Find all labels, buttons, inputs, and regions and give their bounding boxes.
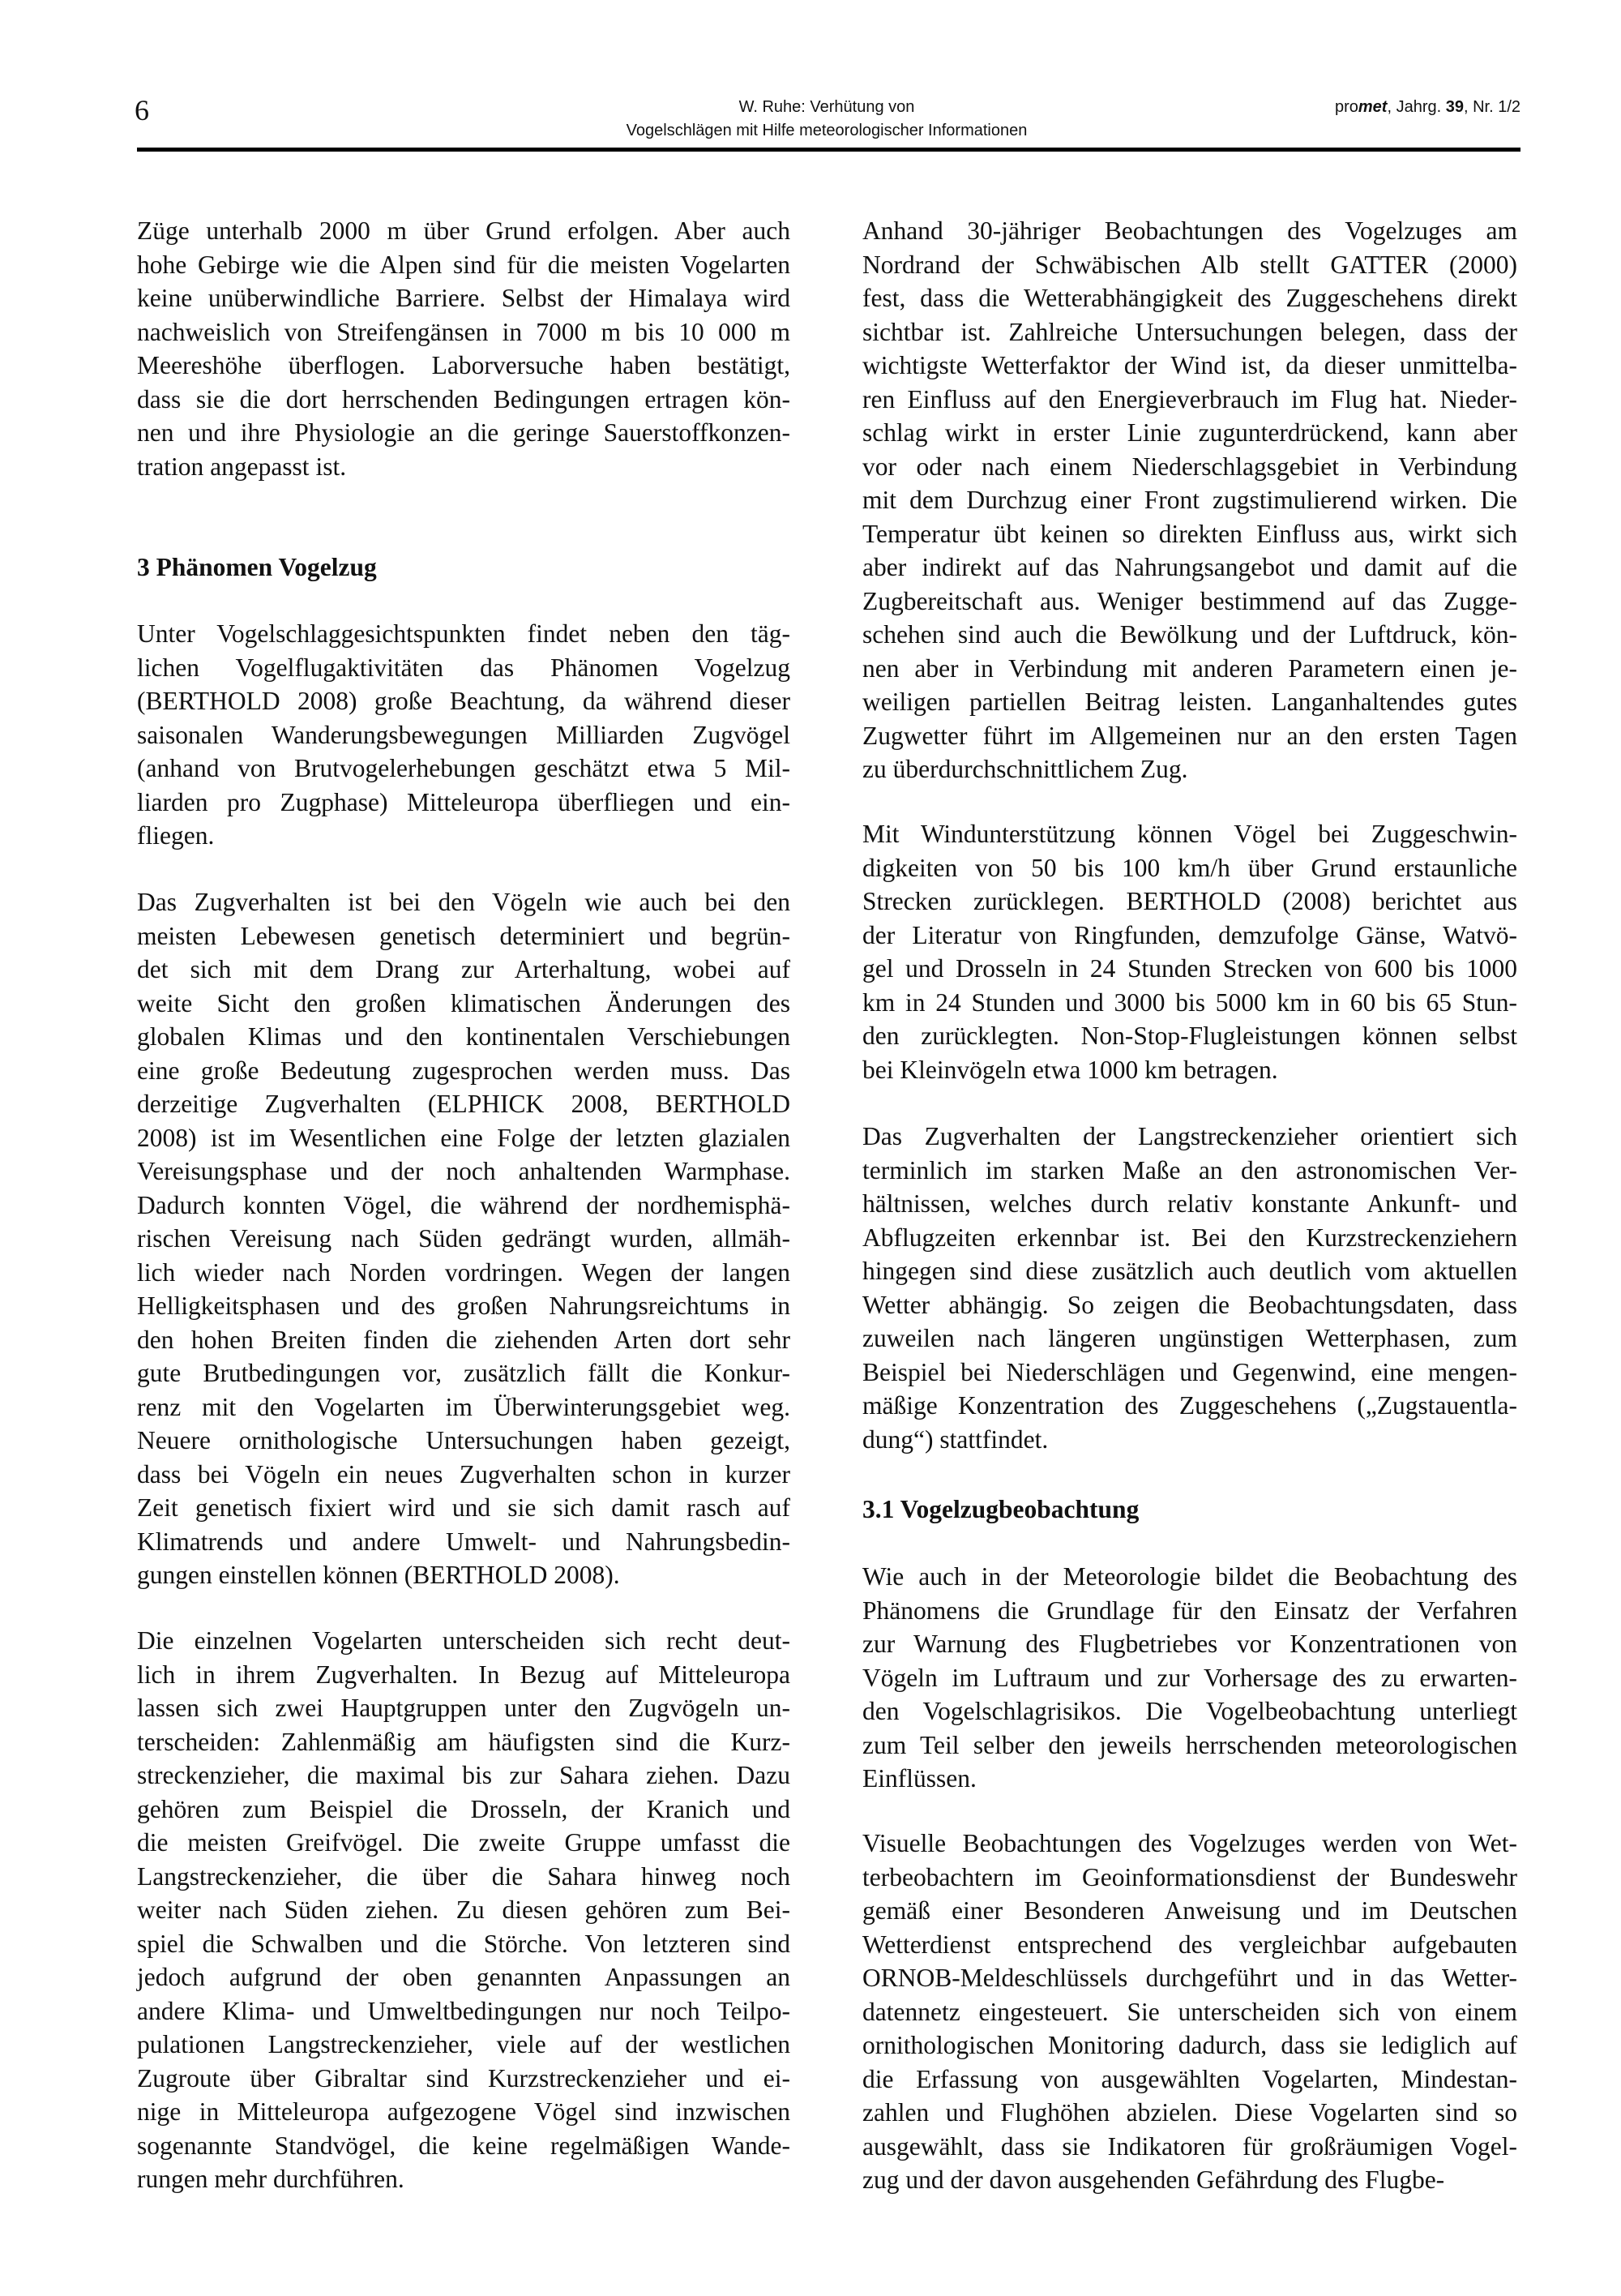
- text-line: Wie auch in der Meteorologie bildet die Beobachtung des: [862, 1562, 1517, 1591]
- journal-number: , Nr. 1/2: [1463, 98, 1520, 116]
- text-line: Klimatrends und andere Umwelt- und Nahrungsbedin-: [137, 1527, 790, 1556]
- text-line: Wetterdienst entsprechend des vergleichbar aufgebauten: [862, 1930, 1517, 1959]
- running-title-line: W. Ruhe: Verhütung von: [738, 98, 915, 116]
- text-line: zum Teil selber den jeweils herrschenden meteorologischen: [862, 1730, 1517, 1759]
- text-line: terscheiden: Zahlenmäßig am häufigsten sind die Kurz-: [137, 1727, 790, 1756]
- journal-year-label: , Jahrg.: [1387, 98, 1446, 116]
- journal-volume: 39: [1445, 98, 1464, 116]
- text-line: hohe Gebirge wie die Alpen sind für die meisten Vogelarten: [137, 250, 790, 279]
- text-line: fest, dass die Wetterabhängigkeit des Zuggeschehens direkt: [862, 284, 1517, 312]
- text-line: Temperatur übt keinen so direkten Einfluss aus, wirkt sich: [862, 519, 1517, 548]
- text-line: hingegen sind diese zusätzlich auch deutlich vom aktuellen: [862, 1257, 1517, 1285]
- text-line: eine große Bedeutung zugesprochen werden muss. Das: [137, 1056, 790, 1085]
- text-line: Strecken zurücklegen. BERTHOLD (2008) berichtet aus: [862, 887, 1517, 915]
- text-line: zur Warnung des Flugbetriebes vor Konzentrationen von: [862, 1630, 1517, 1658]
- section-heading: [862, 1493, 1517, 1527]
- text-line: Neuere ornithologische Untersuchungen haben gezeigt,: [137, 1426, 790, 1454]
- text-line: Nordrand der Schwäbischen Alb stellt GATTER (2000): [862, 250, 1517, 279]
- text-line: gel und Drosseln in 24 Stunden Strecken von 600 bis 1000: [862, 954, 1517, 983]
- text-line: Helligkeitsphasen und des großen Nahrungsreichtums in: [137, 1292, 790, 1320]
- text-line: schlag wirkt in erster Linie zugunterdrückend, kann aber: [862, 418, 1517, 447]
- text-line: Phänomens die Grundlage für den Einsatz der Verfahren: [862, 1596, 1517, 1625]
- text-line: hältnissen, welches durch relativ konstante Ankunft- und: [862, 1189, 1517, 1218]
- paragraph: [862, 1120, 1517, 1456]
- paragraph: [137, 885, 790, 1592]
- text-line: lassen sich zwei Hauptgruppen unter den Zugvögeln un-: [137, 1694, 790, 1722]
- text-line: die meisten Greifvögel. Die zweite Gruppe umfasst die: [137, 1828, 790, 1857]
- text-line: Vögeln im Luftraum und zur Vorhersage des zu erwarten-: [862, 1663, 1517, 1692]
- text-line: lich in ihrem Zugverhalten. In Bezug auf Mitteleuropa: [137, 1660, 790, 1689]
- text-line: gehören zum Beispiel die Drosseln, der Kranich und: [137, 1794, 790, 1823]
- text-line: Mit Windunterstützung können Vögel bei Zuggeschwin-: [862, 820, 1517, 848]
- text-line: jedoch aufgrund der oben genannten Anpassungen an: [137, 1963, 790, 1991]
- section-heading: [137, 550, 790, 585]
- text-line: weiter nach Süden ziehen. Zu diesen gehören zum Bei-: [137, 1895, 790, 1924]
- text-line: mäßige Konzentration des Zuggeschehens („Zugstauentla-: [862, 1391, 1517, 1420]
- text-line: globalen Klimas und den kontinentalen Verschiebungen: [137, 1022, 790, 1051]
- text-line: wichtigste Wetterfaktor der Wind ist, da dieser unmittelba-: [862, 351, 1517, 379]
- text-line: Langstreckenzieher, die über die Sahara hinweg noch: [137, 1861, 790, 1891]
- text-line: dass bei Vögeln ein neues Zugverhalten schon in kurzer: [137, 1459, 790, 1489]
- paragraph: [137, 1624, 790, 2196]
- text-line: pulationen Langstreckenzieher, viele auf der westlichen: [137, 2030, 790, 2058]
- text-line: mit dem Durchzug einer Front zugstimulierend wirken. Die: [862, 486, 1517, 514]
- text-line: Visuelle Beobachtungen des Vogelzuges werden von Wet-: [862, 1829, 1517, 1857]
- text-line: 2008) ist im Wesentlichen eine Folge der letzten glazialen: [137, 1123, 790, 1152]
- header-rule: [137, 148, 1520, 152]
- text-line: tration angepasst ist.: [137, 452, 347, 481]
- text-line: Zugbereitschaft aus. Weniger bestimmend auf das Zugge-: [862, 586, 1517, 615]
- text-line: sogenannte Standvögel, die keine regelmäßigen Wande-: [137, 2131, 790, 2160]
- text-line: bei Kleinvögeln etwa 1000 km betragen.: [862, 1055, 1278, 1084]
- text-line: liarden pro Zugphase) Mitteleuropa überfliegen und ein-: [137, 787, 790, 816]
- text-line: gemäß einer Besonderen Anweisung und im Deutschen: [862, 1896, 1517, 1925]
- text-line: dung“) stattfindet.: [862, 1424, 1049, 1454]
- text-line: streckenzieher, die maximal bis zur Sahara ziehen. Dazu: [137, 1761, 790, 1789]
- text-line: spiel die Schwalben und die Störche. Von letzteren sind: [137, 1929, 790, 1958]
- text-line: andere Klima- und Umweltbedingungen nur noch Teilpo-: [137, 1996, 790, 2025]
- text-line: aber indirekt auf das Nahrungsangebot und damit auf die: [862, 553, 1517, 581]
- text-line: (BERTHOLD 2008) große Beachtung, da während dieser: [137, 687, 790, 715]
- text-line: zahlen und Flughöhen abzielen. Diese Vogelarten sind so: [862, 2098, 1517, 2127]
- text-line: Züge unterhalb 2000 m über Grund erfolgen. Aber auch: [137, 216, 790, 245]
- text-line: Anhand 30-jähriger Beobachtungen des Vogelzuges am: [862, 216, 1517, 245]
- text-line: nen und ihre Physiologie an die geringe Sauerstoffkonzen-: [137, 418, 790, 447]
- text-line: rischen Vereisung nach Süden gedrängt wurden, allmäh-: [137, 1224, 790, 1253]
- text-line: Abflugzeiten erkennbar ist. Bei den Kurzstreckenziehern: [862, 1223, 1517, 1252]
- text-line: digkeiten von 50 bis 100 km/h über Grund erstaunliche: [862, 853, 1517, 882]
- paragraph: [862, 214, 1517, 786]
- text-line: Vereisungsphase und der noch anhaltenden Warmphase.: [137, 1157, 790, 1185]
- text-line: nen aber in Verbindung mit anderen Parametern einen je-: [862, 653, 1517, 683]
- text-line: derzeitige Zugverhalten (ELPHICK 2008, BERTHOLD: [137, 1090, 790, 1118]
- page-number: 6: [135, 94, 149, 126]
- text-line: nachweislich von Streifengänsen in 7000 m bis 10 000 m: [137, 317, 790, 346]
- text-line: Zugwetter führt im Allgemeinen nur an den ersten Tagen: [862, 721, 1517, 750]
- text-line: datennetz eingesteuert. Sie unterscheiden sich von einem: [862, 1997, 1517, 2026]
- text-line: Zugroute über Gibraltar sind Kurzstreckenzieher und ei-: [137, 2063, 790, 2093]
- text-line: zuweilen nach längeren ungünstigen Wetterphasen, zum: [862, 1324, 1517, 1352]
- text-line: renz mit den Vogelarten im Überwinterungsgebiet weg.: [137, 1392, 790, 1421]
- text-line: sichtbar ist. Zahlreiche Untersuchungen belegen, dass der: [862, 317, 1517, 346]
- paragraph: [862, 1827, 1517, 2197]
- text-line: weiligen partiellen Beitrag leisten. Langanhaltendes gutes: [862, 688, 1517, 716]
- paragraph: [137, 214, 790, 483]
- text-line: km in 24 Stunden und 3000 bis 5000 km in 60 bis 65 Stun-: [862, 987, 1517, 1017]
- text-line: Wetter abhängig. So zeigen die Beobachtungsdaten, dass: [862, 1290, 1517, 1319]
- paragraph: [862, 1560, 1517, 1796]
- text-line: meisten Lebewesen genetisch determiniert und begrün-: [137, 921, 790, 950]
- text-line: dass sie die dort herrschenden Bedingungen ertragen kön-: [137, 384, 790, 413]
- heading-text: 3.1 Vogelzugbeobachtung: [862, 1495, 1140, 1523]
- text-line: den Vogelschlagrisikos. Die Vogelbeobachtung unterliegt: [862, 1697, 1517, 1725]
- running-title-line: Vogelschlägen mit Hilfe meteorologischer Informationen: [626, 122, 1028, 139]
- paragraph: [137, 617, 790, 853]
- text-line: terbeobachtern im Geoinformationsdienst der Bundeswehr: [862, 1862, 1517, 1891]
- text-line: den zurücklegten. Non-Stop-Flugleistungen können selbst: [862, 1022, 1517, 1050]
- journal-name-prefix: pro: [1334, 98, 1358, 116]
- text-line: det sich mit dem Drang zur Arterhaltung, wobei auf: [137, 955, 790, 983]
- text-line: schehen sind auch die Bewölkung und der Luftdruck, kön-: [862, 620, 1517, 649]
- running-title: [486, 96, 1167, 143]
- text-line: vor oder nach einem Niederschlagsgebiet in Verbindung: [862, 452, 1517, 481]
- text-line: gungen einstellen können (BERTHOLD 2008).: [137, 1561, 620, 1589]
- text-line: zu überdurchschnittlichem Zug.: [862, 755, 1188, 783]
- text-line: lichen Vogelflugaktivitäten das Phänomen Vogelzug: [137, 653, 790, 682]
- text-line: Das Zugverhalten der Langstreckenzieher orientiert sich: [862, 1122, 1517, 1150]
- text-line: Meereshöhe überflogen. Laborversuche haben bestätigt,: [137, 351, 790, 379]
- text-line: Die einzelnen Vogelarten unterscheiden sich recht deut-: [137, 1626, 790, 1655]
- text-line: zug und der davon ausgehenden Gefährdung des Flugbe-: [862, 2165, 1445, 2194]
- text-line: die Erfassung von ausgewählten Vogelarten, Mindestan-: [862, 2064, 1517, 2093]
- text-line: weite Sicht den großen klimatischen Änderungen des: [137, 988, 790, 1017]
- text-line: ren Einfluss auf den Energieverbrauch im Flug hat. Nieder-: [862, 384, 1517, 413]
- text-line: ausgewählt, dass sie Indikatoren für großräumigen Vogel-: [862, 2131, 1517, 2161]
- text-line: Zeit genetisch fixiert wird und sie sich damit rasch auf: [137, 1493, 790, 1522]
- journal-issue: [1335, 96, 1520, 119]
- text-line: den hohen Breiten finden die ziehenden Arten dort sehr: [137, 1325, 790, 1354]
- text-line: rungen mehr durchführen.: [137, 2165, 404, 2193]
- text-line: ORNOB-Meldeschlüssels durchgeführt und in das Wetter-: [862, 1964, 1517, 1992]
- text-line: Das Zugverhalten ist bei den Vögeln wie auch bei den: [137, 888, 790, 916]
- text-line: lich wieder nach Norden vordringen. Wegen der langen: [137, 1257, 790, 1287]
- paragraph: [862, 817, 1517, 1086]
- text-line: Beispiel bei Niederschlägen und Gegenwind, eine mengen-: [862, 1357, 1517, 1386]
- text-line: fliegen.: [137, 821, 215, 850]
- text-line: Dadurch konnten Vögel, die während der nordhemisphä-: [137, 1190, 790, 1219]
- text-line: der Literatur von Ringfunden, demzufolge Gänse, Watvö-: [862, 920, 1517, 949]
- journal-name-emphasis: met: [1358, 98, 1388, 116]
- text-line: nige in Mitteleuropa aufgezogene Vögel sind inzwischen: [137, 2097, 790, 2126]
- text-line: terminlich im starken Maße an den astronomischen Ver-: [862, 1155, 1517, 1184]
- heading-text: 3 Phänomen Vogelzug: [137, 553, 377, 581]
- text-line: gute Brutbedingungen vor, zusätzlich fällt die Konkur-: [137, 1359, 790, 1387]
- text-line: (anhand von Brutvogelerhebungen geschätzt etwa 5 Mil-: [137, 754, 790, 782]
- text-line: Unter Vogelschlaggesichtspunkten findet neben den täg-: [137, 619, 790, 648]
- text-line: ornithologischen Monitoring dadurch, dass sie lediglich auf: [862, 2031, 1517, 2059]
- text-line: keine unüberwindliche Barriere. Selbst der Himalaya wird: [137, 284, 790, 312]
- text-line: Einflüssen.: [862, 1764, 977, 1793]
- text-line: saisonalen Wanderungsbewegungen Milliarden Zugvögel: [137, 720, 790, 749]
